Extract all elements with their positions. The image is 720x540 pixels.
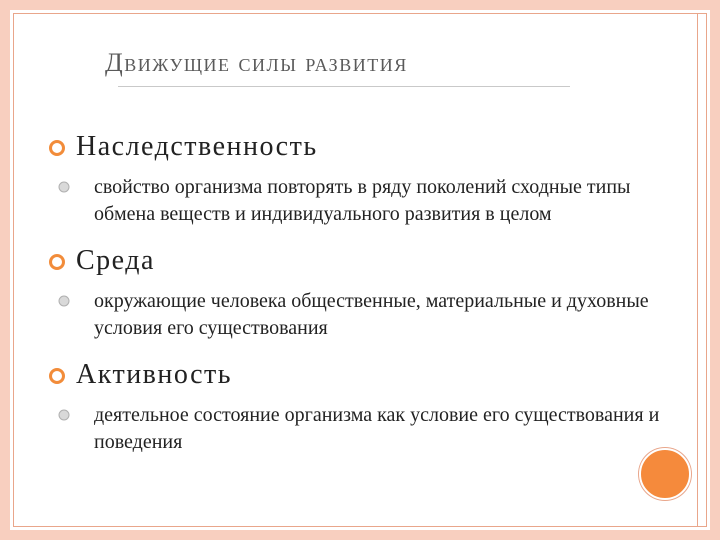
filled-square-bullet-icon [58, 409, 70, 421]
bullet-heading-activity [48, 358, 668, 392]
ring-bullet-icon [48, 367, 66, 385]
heading-text: Активность [76, 359, 233, 390]
decorative-orange-circle [639, 448, 691, 500]
ring-bullet-icon [48, 253, 66, 271]
filled-square-bullet-icon [58, 295, 70, 307]
ring-bullet-icon [48, 139, 66, 157]
slide-content [48, 130, 668, 472]
bullet-description-activity [94, 402, 668, 456]
description-text: свойство организма повторять в ряду поколений сходные типы обмена веществ и индивидуального развития в целом [94, 176, 631, 225]
heading-text: Среда [76, 245, 155, 276]
bullet-heading-heredity [48, 130, 668, 164]
bullet-description-heredity [94, 174, 668, 228]
bullet-heading-environment [48, 244, 668, 278]
description-text: окружающие человека общественные, материальные и духовные условия его существования [94, 290, 649, 339]
description-text: деятельное состояние организма как условие его существования и поведения [94, 404, 660, 453]
bullet-description-environment [94, 288, 668, 342]
slide-title: Движущие силы развития [105, 48, 408, 77]
heading-text: Наследственность [76, 131, 318, 162]
title-underline [118, 86, 570, 87]
filled-square-bullet-icon [58, 181, 70, 193]
slide-right-line [697, 13, 698, 527]
